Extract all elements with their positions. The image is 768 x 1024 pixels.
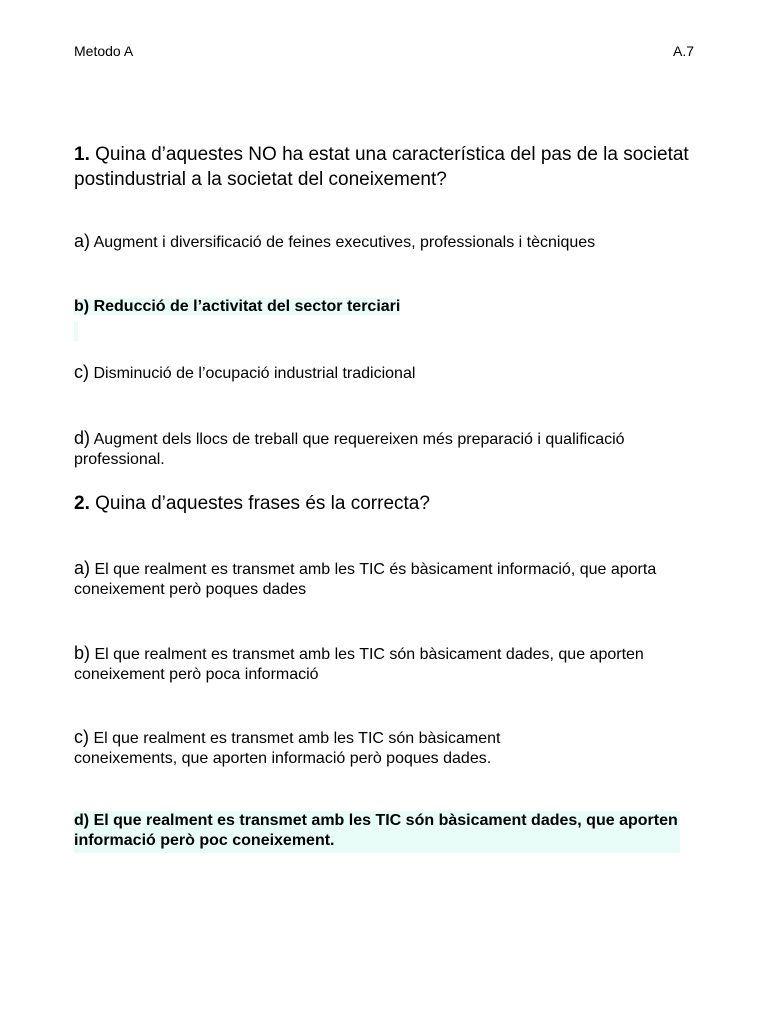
option-text: Augment dels llocs de treball que requereixen més preparació i qualificació professional. <box>74 431 625 468</box>
option-letter: d) <box>74 812 90 829</box>
option-text: El que realment es transmet amb les TIC són bàsicament dades, que aporten coneixement però poca informació <box>74 646 644 683</box>
question-2-option-b <box>74 643 689 685</box>
option-letter: b) <box>74 643 91 663</box>
option-letter: d) <box>74 428 91 448</box>
question-2-option-a <box>74 558 674 600</box>
option-text: El que realment es transmet amb les TIC és bàsicament informació, que aporta coneixement però poques dades <box>74 561 657 598</box>
highlight-marker <box>74 322 78 341</box>
question-2-number: 2. <box>74 493 90 514</box>
option-text: Reducció de l’activitat del sector terciari <box>93 298 401 315</box>
option-letter: c) <box>74 362 89 382</box>
option-letter: c) <box>74 727 89 747</box>
option-letter: a) <box>74 231 91 251</box>
option-letter: a) <box>74 558 91 578</box>
question-1-number: 1. <box>74 144 90 165</box>
option-text: El que realment es transmet amb les TIC són bàsicament coneixements, que aporten informació però poques dades. <box>74 730 501 767</box>
option-text: Disminució de l’ocupació industrial tradicional <box>93 365 416 382</box>
question-2-text: Quina d’aquestes frases és la correcta? <box>95 493 430 514</box>
header-method-label: Metodo A <box>74 43 134 59</box>
header-page-code: A.7 <box>672 43 694 59</box>
option-letter: b) <box>74 298 90 315</box>
option-text: El que realment es transmet amb les TIC són bàsicament dades, que aporten informació però poc coneixement. <box>74 812 678 849</box>
question-1 <box>74 142 694 192</box>
question-1-text: Quina d’aquestes NO ha estat una característica del pas de la societat postindustrial a la societat del coneixement? <box>74 144 689 190</box>
question-1-option-b-correct <box>74 297 694 317</box>
question-1-option-c <box>74 362 694 384</box>
option-text: Augment i diversificació de feines executives, professionals i tècniques <box>93 234 596 251</box>
question-1-option-d <box>74 428 654 470</box>
question-1-option-a <box>74 231 714 253</box>
question-2 <box>74 491 694 516</box>
question-2-option-c <box>74 727 594 769</box>
question-2-option-d-correct <box>74 811 680 853</box>
